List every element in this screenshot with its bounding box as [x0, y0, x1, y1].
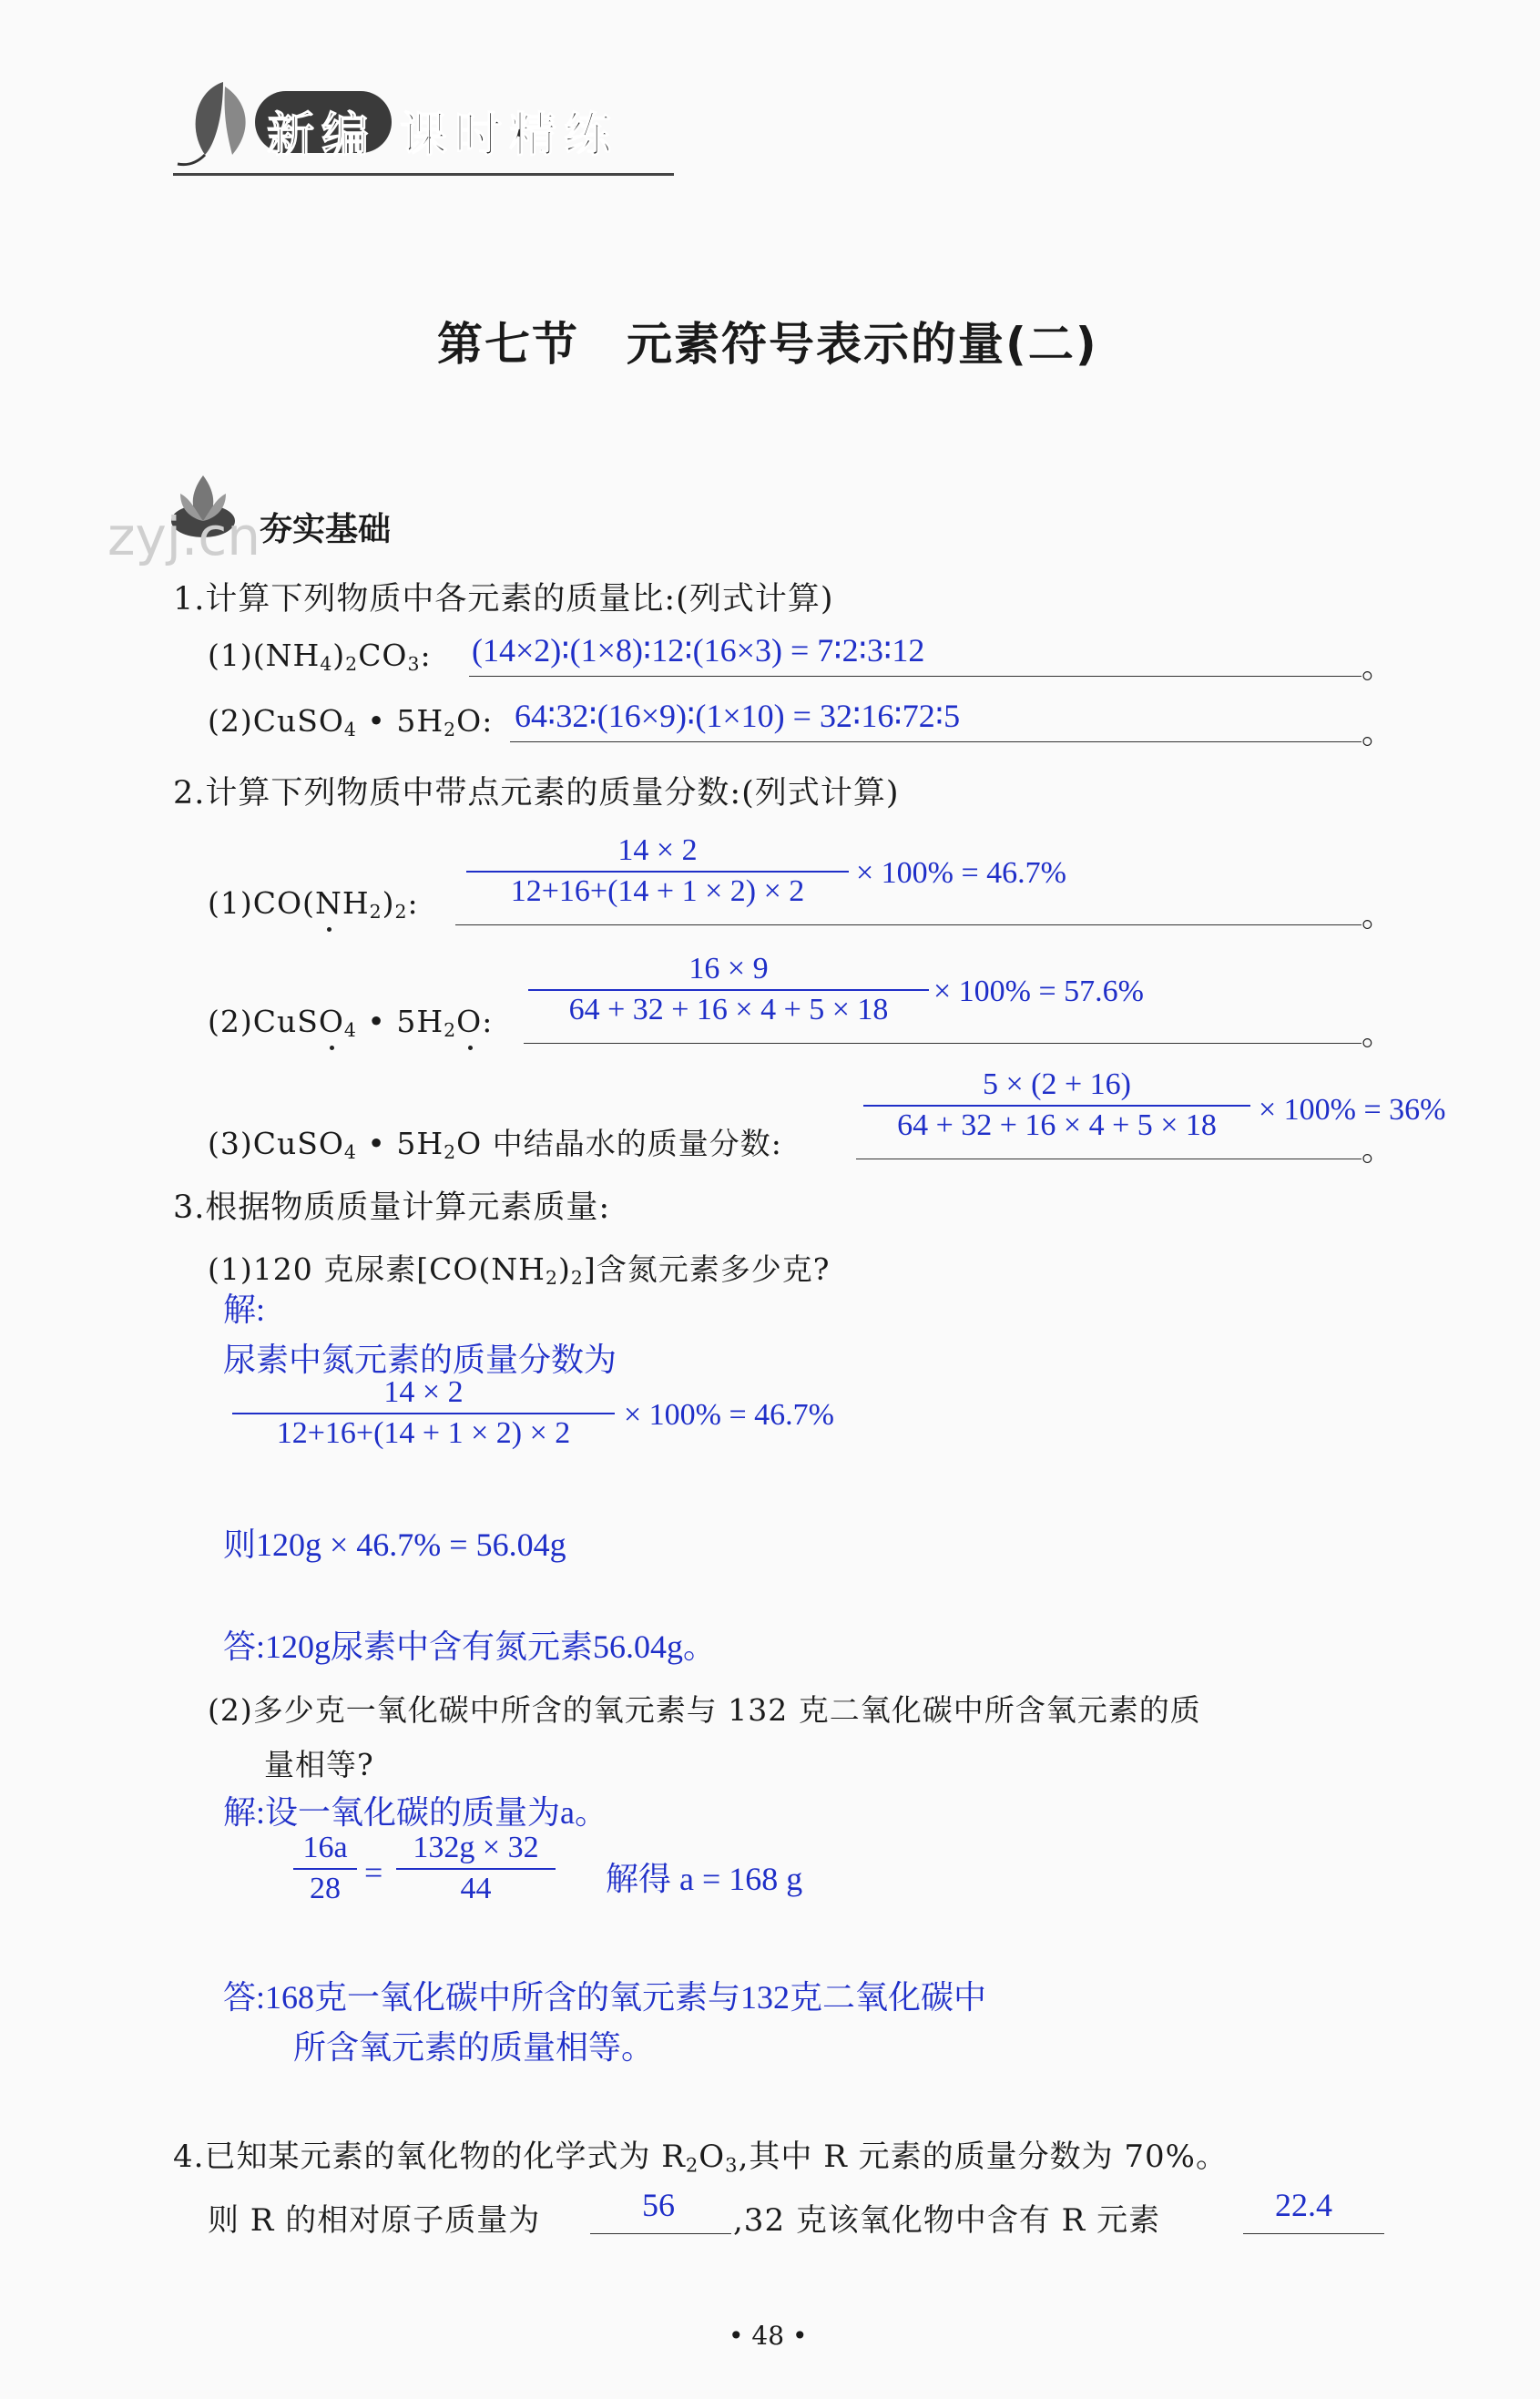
q4-answer2: 22.4: [1275, 2187, 1332, 2223]
q3b-solve: 解得 a = 168 g: [606, 1861, 803, 1897]
q1b-answer-line: [510, 741, 1362, 742]
q3a-solution-label: 解:: [223, 1291, 266, 1328]
header-title: 新编 课时精练: [267, 108, 619, 163]
q1b-period: 。: [1362, 715, 1395, 751]
q2c-denominator: 64 + 32 + 16 × 4 + 5 × 18: [897, 1108, 1217, 1142]
q3a-fraction: [232, 1375, 615, 1451]
q1a-label: $(1)(NH_4)_2CO_3$:: [208, 638, 432, 676]
q3b-left-numerator: 16a: [302, 1831, 348, 1864]
page-number: • 48 •: [729, 2321, 808, 2351]
q3b-left-denominator: 28: [310, 1872, 341, 1905]
page-title: 第七节 元素符号表示的量(二): [437, 318, 1098, 371]
q1-stem: 1.计算下列物质中各元素的质量比:(列式计算): [173, 581, 834, 618]
header-rule: [173, 173, 674, 176]
header-logo: [168, 64, 678, 173]
q3a-question: (1)120 克尿素$[CO(NH_2)_2]$含氮元素多少克?: [208, 1251, 831, 1290]
q3b-answer-line1: 答:168克一氧化碳中所含的氧元素与132克二氧化碳中: [223, 1979, 987, 2016]
q3a-numerator: 14 × 2: [383, 1375, 464, 1409]
q4-answer2-line: [1243, 2233, 1384, 2234]
q4-answer1: 56: [642, 2187, 675, 2223]
q1a-answer: (14×2)∶(1×8)∶12∶(16×3) = 7∶2∶3∶12: [472, 632, 925, 669]
q3a-result: × 100% = 46.7%: [624, 1398, 834, 1432]
q2b-denominator: 64 + 32 + 16 × 4 + 5 × 18: [568, 993, 889, 1026]
q3b-right-denominator: 44: [460, 1872, 492, 1905]
q2b-result: × 100% = 57.6%: [933, 975, 1144, 1008]
q2a-fraction: [466, 833, 849, 909]
q2c-fraction: [863, 1067, 1250, 1143]
q3b-right-fraction: [396, 1831, 556, 1906]
q2a-period: 。: [1362, 898, 1395, 934]
q2a-numerator: 14 × 2: [617, 833, 698, 867]
q2a-denominator: 12+16+(14 + 1 × 2) × 2: [510, 874, 805, 908]
q2b-answer-line: [524, 1043, 1362, 1044]
q2b-label: (2)CuSO$_4$ • $5H_2O$:: [208, 1004, 494, 1042]
q3a-line2: 则120g × 46.7% = 56.04g: [223, 1526, 566, 1563]
fraction-bar: [863, 1105, 1250, 1107]
q3b-solution: 解:设一氧化碳的质量为a。: [223, 1794, 607, 1831]
section-label: 夯实基础: [260, 511, 392, 548]
q2a-result: × 100% = 46.7%: [856, 856, 1066, 890]
q3a-answer: 答:120g尿素中含有氮元素56.04g。: [223, 1628, 717, 1665]
q4-line2-middle: ,32 克该氧化物中含有 R 元素: [733, 2202, 1161, 2239]
q2b-period: 。: [1362, 1016, 1395, 1053]
q2b-numerator: 16 × 9: [688, 952, 769, 985]
q1b-answer: 64∶32∶(16×9)∶(1×10) = 32∶16∶72∶5: [515, 698, 961, 734]
q3b-right-numerator: 132g × 32: [413, 1831, 539, 1864]
q1b-label: (2)CuSO$_4$ • $5H_2O$:: [208, 703, 494, 741]
q2b-fraction: [528, 952, 929, 1027]
q2c-period: 。: [1362, 1132, 1395, 1169]
q2a-answer-line: [455, 924, 1362, 925]
q4-answer1-line: [590, 2233, 731, 2234]
q4-line2-prefix: 则 R 的相对原子质量为: [208, 2202, 541, 2239]
q3b-equals: =: [364, 1854, 383, 1891]
q2c-label: (3)CuSO$_4$ • $5H_2O$ 中结晶水的质量分数:: [208, 1126, 782, 1164]
q3a-line1: 尿素中氮元素的质量分数为: [223, 1342, 617, 1378]
q3a-denominator: 12+16+(14 + 1 × 2) × 2: [276, 1416, 571, 1450]
butterfly-icon: [168, 64, 269, 173]
q2-stem: 2.计算下列物质中带点元素的质量分数:(列式计算): [173, 775, 900, 812]
q2c-numerator: 5 × (2 + 16): [983, 1067, 1131, 1101]
q1a-answer-line: [469, 676, 1362, 677]
q3b-left-fraction: [293, 1831, 357, 1906]
fraction-bar: [232, 1413, 615, 1414]
q3-stem: 3.根据物质质量计算元素质量:: [173, 1189, 611, 1226]
fraction-bar: [528, 989, 929, 991]
q4-stem: 4.已知某元素的氧化物的化学式为 $R_2O_3$,其中 R 元素的质量分数为 70%。: [173, 2139, 1228, 2177]
fraction-bar: [466, 871, 849, 873]
q3b-question-line2: 量相等?: [264, 1747, 374, 1782]
q1a-period: 。: [1362, 649, 1395, 686]
q3b-answer-line2: 所含氧元素的质量相等。: [293, 2029, 655, 2066]
fraction-bar: [396, 1868, 556, 1870]
fraction-bar: [293, 1868, 357, 1870]
q2a-label: $(1)CO(NH_2)_2$:: [208, 885, 419, 924]
watermark: zyj.cn: [107, 505, 260, 567]
q3b-question-line1: (2)多少克一氧化碳中所含的氧元素与 132 克二氧化碳中所含氧元素的质: [208, 1692, 1201, 1728]
q2c-result: × 100% = 36%: [1259, 1093, 1446, 1127]
